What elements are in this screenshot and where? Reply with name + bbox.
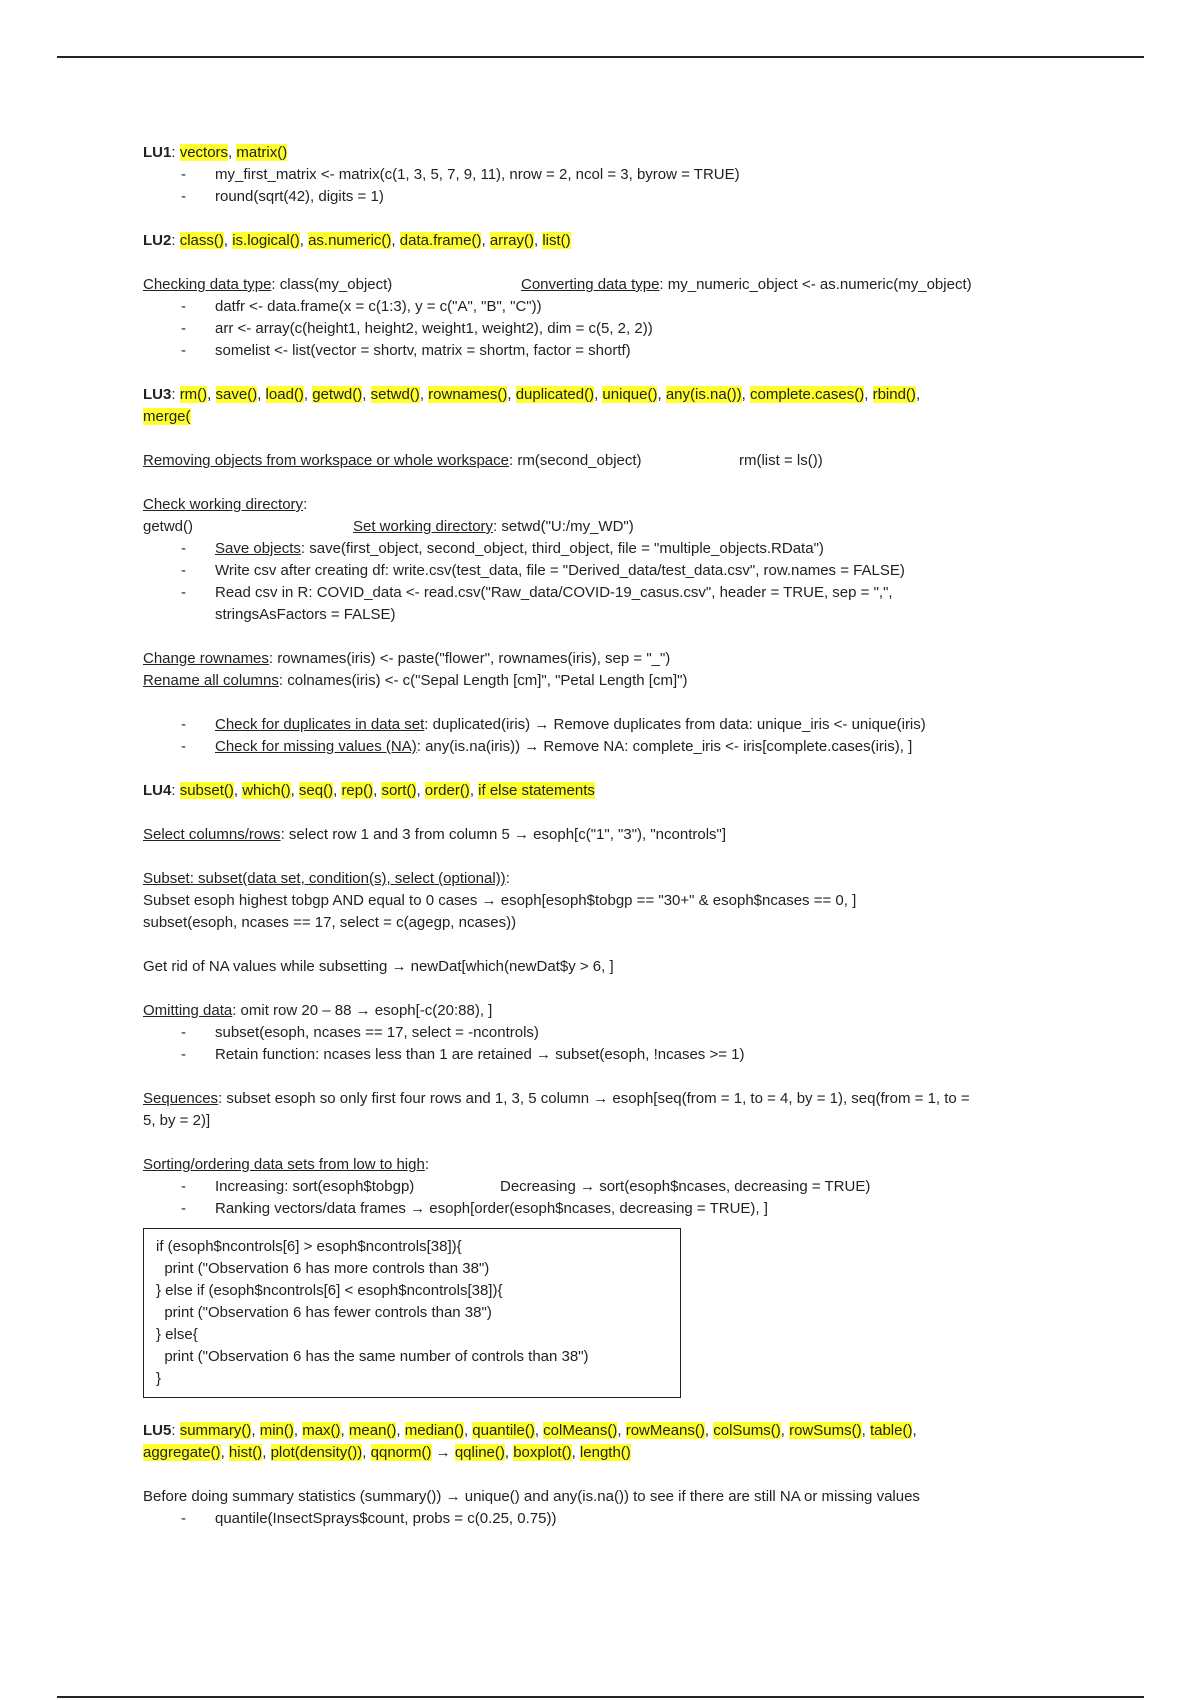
lu3-func: duplicated() — [515, 386, 595, 403]
select-code: : select row 1 and 3 from column 5 → esoph[c("1", "3"), "ncontrols"] — [280, 826, 727, 843]
list-item — [143, 538, 1083, 560]
sort-colon: : — [424, 1156, 429, 1173]
list-item: - quantile(InsectSprays$count, probs = c(0.25, 0.75)) — [143, 1508, 1083, 1530]
code-line: if (esoph$ncontrols[6] > esoph$ncontrols[38]){ — [156, 1238, 462, 1255]
check-type-code: : class(my_object) — [271, 276, 393, 293]
lu5-func: colSums() — [713, 1422, 781, 1439]
lu1-func: matrix() — [236, 144, 288, 161]
document-body — [143, 142, 1083, 1530]
lu3-remove-line — [143, 450, 1083, 472]
list-item: - arr <- array(c(height1, height2, weight1, weight2), dim = c(5, 2, 2)) — [143, 318, 1083, 340]
lu4-func: rep() — [341, 782, 374, 799]
lu5-before-line: Before doing summary statistics (summary()) → unique() and any(is.na()) to see if there are still NA or missing values — [143, 1488, 920, 1505]
lu5-func: max() — [302, 1422, 341, 1439]
lu5-func: aggregate() — [143, 1444, 221, 1461]
lu2-func: class() — [179, 232, 224, 249]
code-line: } else if (esoph$ncontrols[6] < esoph$ncontrols[38]){ — [156, 1282, 503, 1299]
code-line: } — [156, 1370, 162, 1387]
lu4-seq-line — [143, 1088, 1083, 1132]
list-item — [143, 582, 1083, 626]
lu3-func: setwd() — [370, 386, 420, 403]
subset-label: Subset: subset(data set, condition(s), select (optional)) — [143, 870, 506, 887]
lu2-func: is.logical() — [232, 232, 300, 249]
lu4-omit-list — [143, 1022, 1083, 1066]
lu1-list — [143, 164, 1083, 208]
list-item: - datfr <- data.frame(x = c(1:3), y = c("A", "B", "C")) — [143, 296, 1083, 318]
convert-type-label: Converting data type — [521, 276, 660, 293]
lu5-label: LU5 — [143, 1422, 172, 1439]
dup-label: Check for duplicates in data set — [215, 716, 425, 733]
read-csv: Read csv in R: COVID_data <- read.csv("Raw_data/COVID-19_casus.csv", header = TRUE, sep = ",", — [215, 584, 893, 601]
lu2-func: data.frame() — [399, 232, 482, 249]
lu4-func: if else statements — [478, 782, 595, 799]
colnames-code: : colnames(iris) <- c("Sepal Length [cm]", "Petal Length [cm]") — [278, 672, 688, 689]
list-item: - Retain function: ncases less than 1 are retained → subset(esoph, !ncases >= 1) — [143, 1044, 1083, 1066]
lu3-func: load() — [265, 386, 304, 403]
lu4-func: sort() — [381, 782, 417, 799]
remove-code-1: : rm(second_object) — [508, 452, 642, 469]
subset-line-2: subset(esoph, ncases == 17, select = c(agegp, ncases)) — [143, 914, 517, 931]
list-item — [143, 714, 1083, 736]
seq-label: Sequences — [143, 1090, 219, 1107]
set-wd-code: : setwd("U:/my_WD") — [493, 518, 634, 535]
read-csv-cont: stringsAsFactors = FALSE) — [215, 606, 396, 623]
lu4-func: order() — [424, 782, 470, 799]
lu3-label: LU3 — [143, 386, 172, 403]
list-item: - subset(esoph, ncases == 17, select = -ncontrols) — [143, 1022, 1083, 1044]
omit-code: : omit row 20 – 88 → esoph[-c(20:88), ] — [232, 1002, 493, 1019]
lu2-func: as.numeric() — [308, 232, 392, 249]
seq-code: : subset esoph so only first four rows and 1, 3, 5 column → esoph[seq(from = 1, to = 4, by = 1), seq(from = 1, to = — [218, 1090, 970, 1107]
lu5-heading: LU5: summary(), min(), max(), mean(), median(), quantile(), colMeans(), rowMeans(), colSums(), rowSums(), table(), aggregate(), hist(), plot(density()), qqnorm() → qqline(), boxplot(), length() — [143, 1422, 917, 1461]
na-subset-line: Get rid of NA values while subsetting → newDat[which(newDat$y > 6, ] — [143, 958, 614, 975]
lu5-func: table() — [869, 1422, 913, 1439]
lu3-func: any(is.na()) — [665, 386, 742, 403]
lu4-subset-heading — [143, 868, 1083, 890]
lu3-check-list — [143, 714, 1083, 758]
lu5-func: plot(density()) — [270, 1444, 363, 1461]
lu2-list — [143, 296, 1083, 362]
dup-code: : duplicated(iris) → Remove duplicates from data: unique_iris <- unique(iris) — [424, 716, 926, 733]
seq-code-cont: 5, by = 2)] — [143, 1112, 211, 1129]
lu3-func: rm() — [179, 386, 208, 403]
remove-label: Removing objects from workspace or whole workspace — [143, 452, 509, 469]
lu3-rownames-line — [143, 648, 1083, 670]
list-item — [143, 1176, 1083, 1198]
lu3-sep: : — [171, 386, 180, 403]
lu2-label: LU2 — [143, 232, 172, 249]
list-item: - round(sqrt(42), digits = 1) — [143, 186, 1083, 208]
lu4-heading: LU4: subset(), which(), seq(), rep(), sort(), order(), if else statements — [143, 782, 595, 799]
lu3-func: rownames() — [428, 386, 508, 403]
lu5-sep: : — [171, 1422, 180, 1439]
lu4-func: seq() — [298, 782, 334, 799]
code-line: } else{ — [156, 1326, 198, 1343]
save-code: : save(first_object, second_object, third_object, file = "multiple_objects.RData") — [300, 540, 824, 557]
rownames-code: : rownames(iris) <- paste("flower", rownames(iris), sep = "_") — [268, 650, 671, 667]
lu3-colnames-line — [143, 670, 1083, 692]
lu4-label: LU4 — [143, 782, 172, 799]
lu5-func: colMeans() — [543, 1422, 618, 1439]
check-type-label: Checking data type — [143, 276, 272, 293]
lu4-sort-list — [143, 1176, 1083, 1220]
lu2-func: list() — [542, 232, 571, 249]
list-item — [143, 736, 1083, 758]
lu4-select-line — [143, 824, 1083, 846]
lu1-sep: : — [171, 144, 180, 161]
na-label: Check for missing values (NA) — [215, 738, 417, 755]
lu5-func: qqnorm() — [370, 1444, 432, 1461]
lu3-func: rbind() — [872, 386, 916, 403]
if-else-code-box — [143, 1228, 681, 1398]
lu5-func: qqline() — [454, 1444, 505, 1461]
lu5-func: median() — [404, 1422, 464, 1439]
top-rule — [57, 56, 1144, 58]
omit-label: Omitting data — [143, 1002, 233, 1019]
lu3-func: unique() — [602, 386, 658, 403]
check-wd-code: : getwd() — [143, 496, 308, 535]
lu5-func: mean() — [348, 1422, 397, 1439]
lu2-heading: LU2: class(), is.logical(), as.numeric(), data.frame(), array(), list() — [143, 232, 571, 249]
check-wd-label: Check working directory — [143, 496, 304, 513]
lu1-func: vectors — [179, 144, 229, 161]
lu3-func: save() — [215, 386, 258, 403]
code-line: print ("Observation 6 has fewer controls than 38") — [156, 1304, 492, 1321]
lu5-func: length() — [579, 1444, 631, 1461]
sort-dec: Decreasing → sort(esoph$ncases, decreasing = TRUE) — [500, 1178, 871, 1195]
lu2-type-line — [143, 274, 1083, 296]
lu4-func: which() — [242, 782, 291, 799]
lu5-func: quantile() — [472, 1422, 535, 1439]
code-line: print ("Observation 6 has more controls than 38") — [156, 1260, 490, 1277]
lu1-heading: LU1: vectors, matrix() — [143, 144, 288, 161]
list-item: - somelist <- list(vector = shortv, matrix = shortm, factor = shortf) — [143, 340, 1083, 362]
lu3-func: getwd() — [312, 386, 363, 403]
lu4-func: subset() — [179, 782, 234, 799]
lu3-func: complete.cases() — [750, 386, 865, 403]
lu2-sep: : — [171, 232, 180, 249]
lu5-func: summary() — [179, 1422, 252, 1439]
lu3-wd-line — [143, 494, 1083, 538]
sort-label: Sorting/ordering data sets from low to high — [143, 1156, 425, 1173]
sort-inc: Increasing: sort(esoph$tobgp) — [215, 1178, 415, 1195]
remove-code-2: rm(list = ls()) — [738, 452, 823, 469]
lu1-label: LU1 — [143, 144, 172, 161]
lu3-func: merge( — [143, 408, 191, 425]
list-item: - Write csv after creating df: write.csv(test_data, file = "Derived_data/test_data.csv", row.names = FALSE) — [143, 560, 1083, 582]
lu4-omit-line — [143, 1000, 1083, 1022]
rownames-label: Change rownames — [143, 650, 269, 667]
na-code: : any(is.na(iris)) → Remove NA: complete_iris <- iris[complete.cases(iris), ] — [416, 738, 913, 755]
select-label: Select columns/rows — [143, 826, 281, 843]
arrow-icon: → — [435, 1444, 451, 1461]
subset-colon: : — [505, 870, 510, 887]
code-line: print ("Observation 6 has the same number of controls than 38") — [156, 1348, 589, 1365]
bottom-rule — [57, 1696, 1144, 1698]
list-item: - my_first_matrix <- matrix(c(1, 3, 5, 7, 9, 11), nrow = 2, ncol = 3, byrow = TRUE) — [143, 164, 1083, 186]
set-wd-label: Set working directory — [353, 518, 494, 535]
lu5-func: rowMeans() — [625, 1422, 705, 1439]
convert-type-code: : my_numeric_object <- as.numeric(my_object) — [659, 276, 972, 293]
lu5-func: boxplot() — [513, 1444, 572, 1461]
lu5-func: min() — [259, 1422, 294, 1439]
colnames-label: Rename all columns — [143, 672, 279, 689]
lu5-list — [143, 1508, 1083, 1530]
lu5-func: hist() — [228, 1444, 263, 1461]
lu4-sep: : — [171, 782, 180, 799]
list-item: - Ranking vectors/data frames → esoph[order(esoph$ncases, decreasing = TRUE), ] — [143, 1198, 1083, 1220]
lu3-file-list — [143, 538, 1083, 626]
lu3-heading: LU3: rm(), save(), load(), getwd(), setwd(), rownames(), duplicated(), unique(), any(is.na()), complete.cases(), rbind(), merge( — [143, 386, 921, 425]
lu4-sort-heading — [143, 1154, 1083, 1176]
subset-line-1: Subset esoph highest tobgp AND equal to 0 cases → esoph[esoph$tobgp == "30+" & esoph$ncases == 0, ] — [143, 892, 857, 909]
save-label: Save objects — [215, 540, 301, 557]
lu2-func: array() — [489, 232, 534, 249]
lu5-func: rowSums() — [789, 1422, 862, 1439]
